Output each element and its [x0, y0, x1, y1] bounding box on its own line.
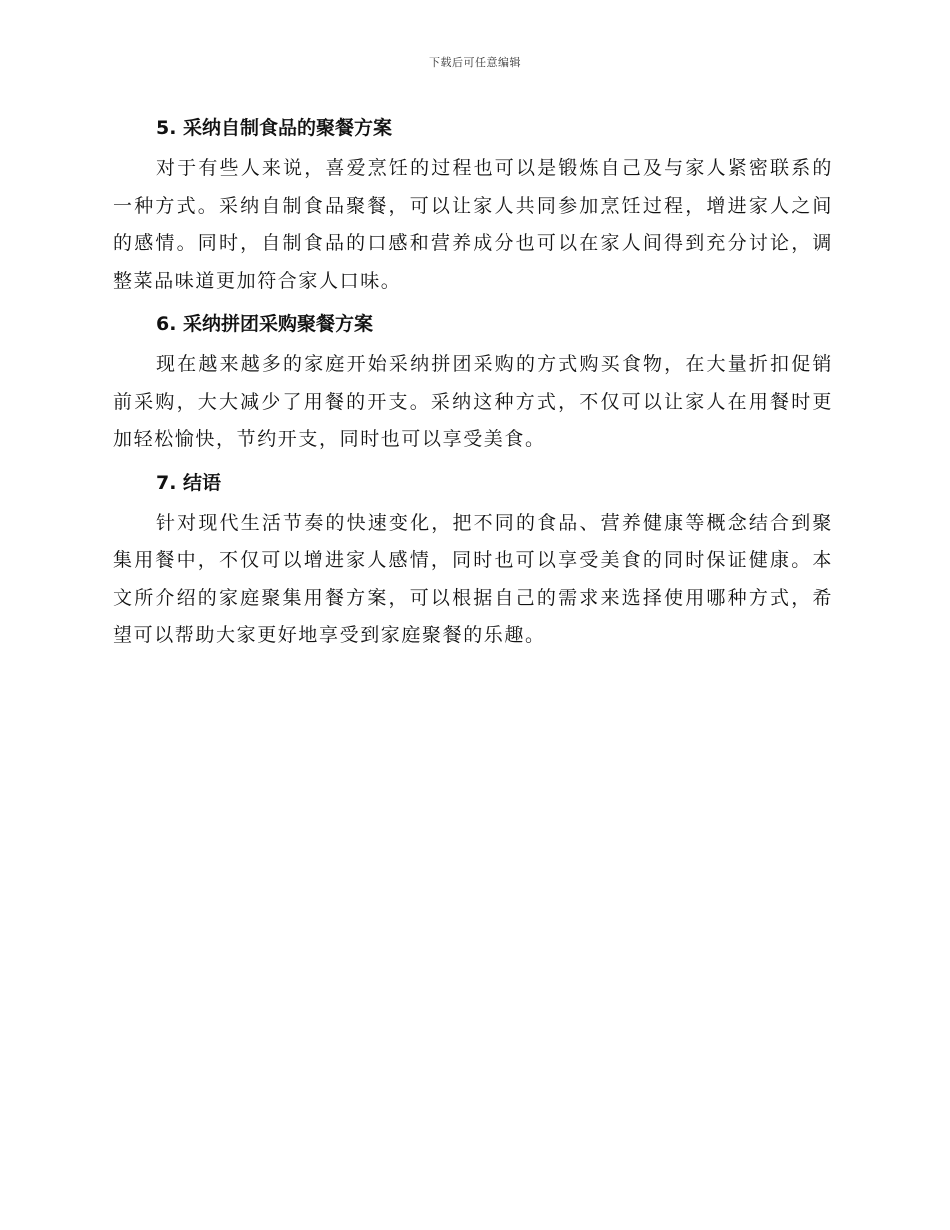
section-heading: 7. 结语 — [156, 471, 222, 494]
section-heading: 5. 采纳自制食品的聚餐方案 — [156, 117, 393, 139]
header-note: 下载后可任意编辑 — [429, 56, 521, 69]
section-paragraph: 现在越来越多的家庭开始采纳拼团采购的方式购买食物，在大量折扣促销前采购，大大减少了用餐的开支。采纳这种方式，不仅可以让家人在用餐时更加轻松愉快，节约开支，同时也可以享受美食。 — [113, 353, 833, 450]
section-6 — [113, 306, 833, 459]
section-5 — [113, 110, 833, 300]
section-paragraph: 对于有些人来说，喜爱烹饪的过程也可以是锻炼自己及与家人紧密联系的一种方式。采纳自制食品聚餐，可以让家人共同参加烹饪过程，增进家人之间的感情。同时，自制食品的口感和营养成分也可以在家人间得到充分讨论，调整菜品味道更加符合家人口味。 — [113, 157, 833, 292]
section-heading: 6. 采纳拼团采购聚餐方案 — [156, 313, 374, 335]
section-7 — [113, 465, 833, 655]
document-body — [113, 110, 833, 661]
section-paragraph: 针对现代生活节奏的快速变化，把不同的食品、营养健康等概念结合到聚集用餐中，不仅可以增进家人感情，同时也可以享受美食的同时保证健康。本文所介绍的家庭聚集用餐方案，可以根据自己的需求来选择使用哪种方式，希望可以帮助大家更好地享受到家庭聚餐的乐趣。 — [113, 511, 833, 646]
